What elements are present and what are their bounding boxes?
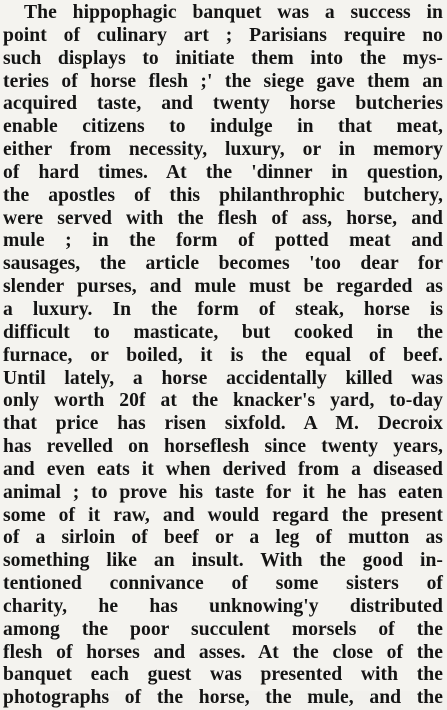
- article-line: something like an insult. With the good in-: [3, 550, 443, 572]
- article-line: Until lately, a horse accidentally killed was: [3, 367, 443, 389]
- article-line: difficult to masticate, but cooked in the: [3, 321, 443, 343]
- article-line: point of culinary art ; Parisians require no: [3, 24, 443, 46]
- article-line: charity, he has unknowing'y distributed: [3, 595, 443, 617]
- article-line: tentioned connivance of some sisters of: [3, 573, 443, 595]
- article-line: mule ; in the form of potted meat and: [3, 230, 443, 252]
- article-line: that price has risen sixfold. A M. Decroix: [3, 413, 443, 435]
- article-line: furnace, or boiled, it is the equal of beef.: [3, 344, 443, 366]
- article-line: of hard times. At the 'dinner in question,: [3, 161, 443, 183]
- article-line: animal ; to prove his taste for it he has eaten: [3, 481, 443, 503]
- article-line: and even eats it when derived from a diseased: [3, 458, 443, 480]
- article-line: enable citizens to indulge in that meat,: [3, 116, 443, 138]
- article-body: [3, 2, 443, 710]
- article-line: of a sirloin of beef or a leg of mutton as: [3, 527, 443, 549]
- article-line: has revelled on horseflesh since twenty years,: [3, 436, 443, 458]
- article-line: The hippophagic banquet was a success in: [24, 2, 443, 23]
- article-line: such displays to initiate them into the mys-: [3, 47, 443, 69]
- article-line: banquet each guest was presented with the: [3, 664, 443, 686]
- article-line: the apostles of this philanthrophic butchery,: [3, 184, 443, 206]
- article-line: slender purses, and mule must be regarded as: [3, 276, 443, 298]
- article-line: a luxury. In the form of steak, horse is: [3, 298, 443, 320]
- article-line: either from necessity, luxury, or in memory: [3, 139, 443, 161]
- article-line: flesh of horses and asses. At the close of the: [3, 641, 443, 663]
- article-line: acquired taste, and twenty horse butcheries: [3, 93, 443, 115]
- article-line: were served with the flesh of ass, horse, and: [3, 207, 443, 229]
- article-line: only worth 20f at the knacker's yard, to-day: [3, 390, 443, 412]
- article-line: some of it raw, and would regard the present: [3, 504, 443, 526]
- article-line: teries of horse flesh ;' the siege gave them an: [3, 70, 443, 92]
- article-line: photographs of the horse, the mule, and the: [3, 687, 443, 709]
- article-line: among the poor succulent morsels of the: [3, 618, 443, 640]
- article-line: sausages, the article becomes 'too dear for: [3, 253, 443, 275]
